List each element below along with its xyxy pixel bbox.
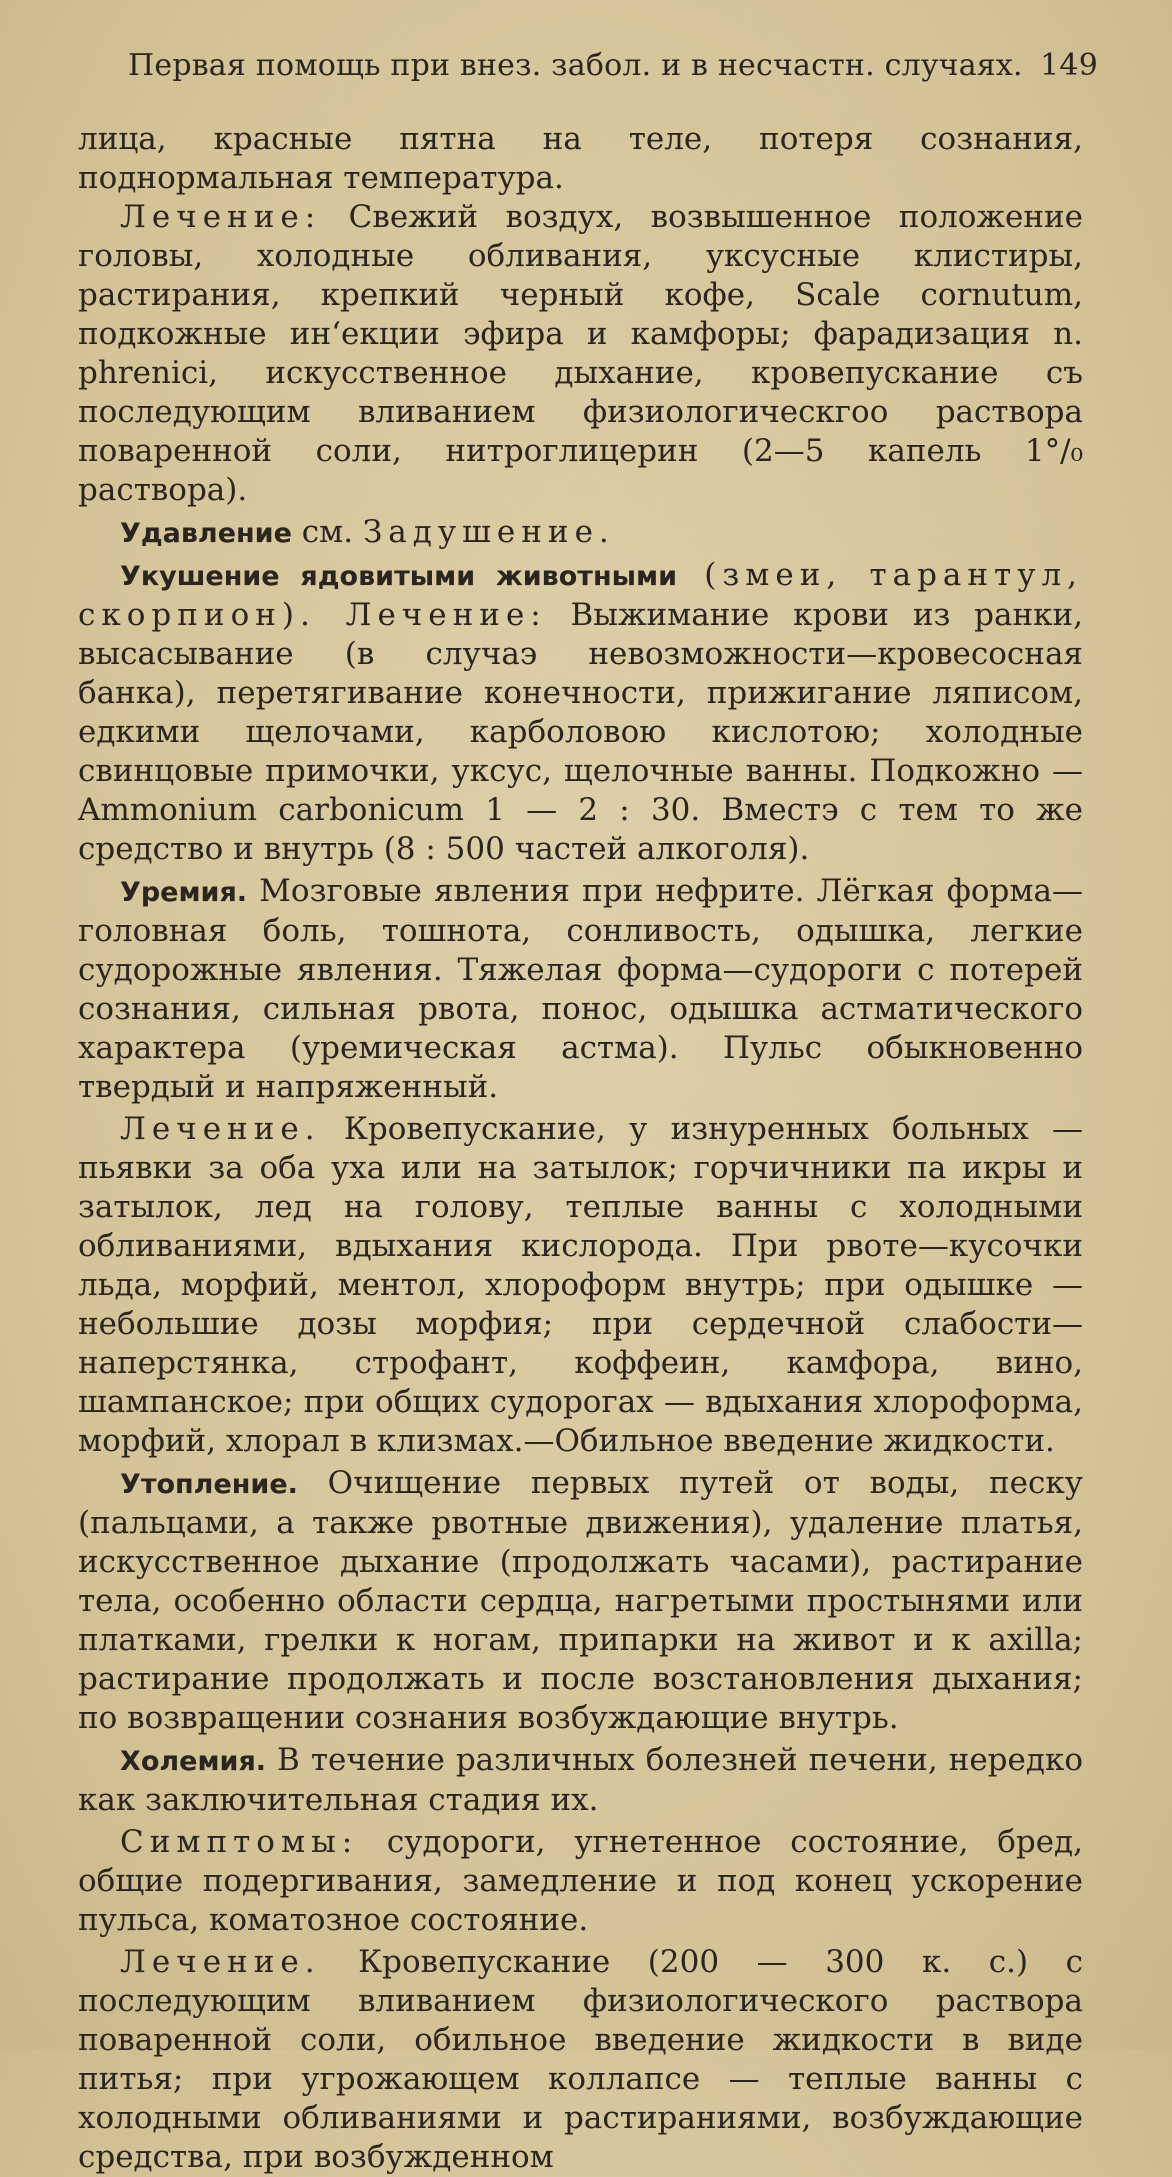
entry-heading: Уремия. xyxy=(120,877,248,908)
paragraph-venomous-bites xyxy=(78,556,1083,869)
paragraph-continuation xyxy=(78,120,1083,198)
page-body xyxy=(78,120,1083,2177)
paragraph-text: Кровепускание, у изнуренных больных — пьявки за оба уха или на затылок; горчичники па икры и затылок, лед на голову, теплые ванны с холодными обливаниями, вдыхания кислорода. При рвоте—кусочки льда, морфий, ментол, хлороформ внутрь; при одышке — небольшие дозы морфия; при сердечной слабости—наперстянка, строфант, коффеин, камфора, вино, шампанское; при общих судорогах — вдыхания хлороформа, морфий, хлорал в клизмах.—Обильное введение жидкости. xyxy=(78,1111,1083,1459)
spaced-lead: Лечение: xyxy=(315,597,547,633)
paragraph-text: Кровепускание (200 — 300 к. с.) с последующим вливанием физиологического раствора поваренной соли, обильное введение жидкости в виде питья; при угрожающем коллапсе — теплые ванны с холодными обливаниями и растираниями, возбуждающие средства, при возбужденном xyxy=(78,1944,1083,2175)
paragraph-drowning xyxy=(78,1464,1083,1738)
paragraph-uremia xyxy=(78,872,1083,1107)
spaced-lead: Лечение. xyxy=(120,1111,321,1147)
paragraph-text: лица, красные пятна на теле, потеря сознания, поднормальная температура. xyxy=(78,121,1083,196)
spaced-lead: Симптомы: xyxy=(120,1824,359,1860)
entry-heading: Укушение ядовитыми животными xyxy=(120,561,678,592)
spaced-lead: Лечение. xyxy=(120,1944,321,1980)
paragraph-treatment-fainting xyxy=(78,198,1083,510)
paragraph-text: Мозговые явления при нефрите. Лёгкая форма—головная боль, тошнота, сонливость, одышка, легкие судорожные явления. Тяжелая форма—судороги с потерей сознания, сильная рвота, понос, одышка астматического характера (уремическая астма). Пульс обыкновенно твердый и напряженный. xyxy=(78,873,1083,1105)
header-title: Первая помощь при внез. забол. и в несчастн. случаях. xyxy=(128,48,1023,83)
entry-heading: Утопление. xyxy=(120,1469,298,1500)
paragraph-cholemia-treatment xyxy=(78,1943,1083,2177)
paragraph-text: Выжимание крови из ранки, высасывание (в случаэ невозможности—кровесосная банка), перетягивание конечности, прижигание ляписом, едкими щелочами, карболовою кислотою; холодные свинцовые примочки, уксус, щелочные ванны. Подкожно — Ammonium carbonicum 1 — 2 : 30. Вместэ с тем то же средство и внутрь (8 : 500 частей алкоголя). xyxy=(78,597,1083,867)
spaced-text: (змеи, тарантул, скорпион). xyxy=(78,557,1083,633)
entry-heading: Удавление xyxy=(120,518,292,549)
paragraph-strangulation xyxy=(78,513,1083,553)
paragraph-cholemia xyxy=(78,1741,1083,1820)
paragraph-text: судороги, угнетенное состояние, бред, общие подергивания, замедление и под конец ускорение пульса, коматозное состояние. xyxy=(78,1824,1083,1938)
paragraph-uremia-treatment xyxy=(78,1110,1083,1461)
entry-heading: Холемия. xyxy=(120,1746,267,1777)
paragraph-text: Очищение первых путей от воды, песку (пальцами, а также рвотные движения), удаление платья, искусственное дыхание (продолжать часами), растирание тела, особенно области сердца, нагретыми простынями или платками, грелки к ногам, припарки на живот и к axilla; растирание продолжать и после возстановления дыхания; по возвращении сознания возбуждающие внутрь. xyxy=(78,1465,1083,1736)
paragraph-text: Свежий воздух, возвышенное положение головы, холодные обливания, уксусные клистиры, растирания, крепкий черный кофе, Scale cornutum, подкожные ин‘екции эфира и камфоры; фарадизация n. phrenici, искусственное дыхание, кровепускание съ последующим вливанием физиологическгоо раствора поваренной соли, нитроглицерин (2—5 капель 1°/₀ раствора). xyxy=(78,199,1083,508)
spaced-lead: Лечение: xyxy=(120,199,322,235)
cross-reference: Задушение. xyxy=(362,514,615,550)
paragraph-text: В течение различных болезней печени, нередко как заключительная стадия их. xyxy=(78,1742,1083,1818)
page-number: 149 xyxy=(1040,48,1098,83)
paragraph-cholemia-symptoms xyxy=(78,1823,1083,1940)
paragraph-text: см. xyxy=(291,514,363,550)
